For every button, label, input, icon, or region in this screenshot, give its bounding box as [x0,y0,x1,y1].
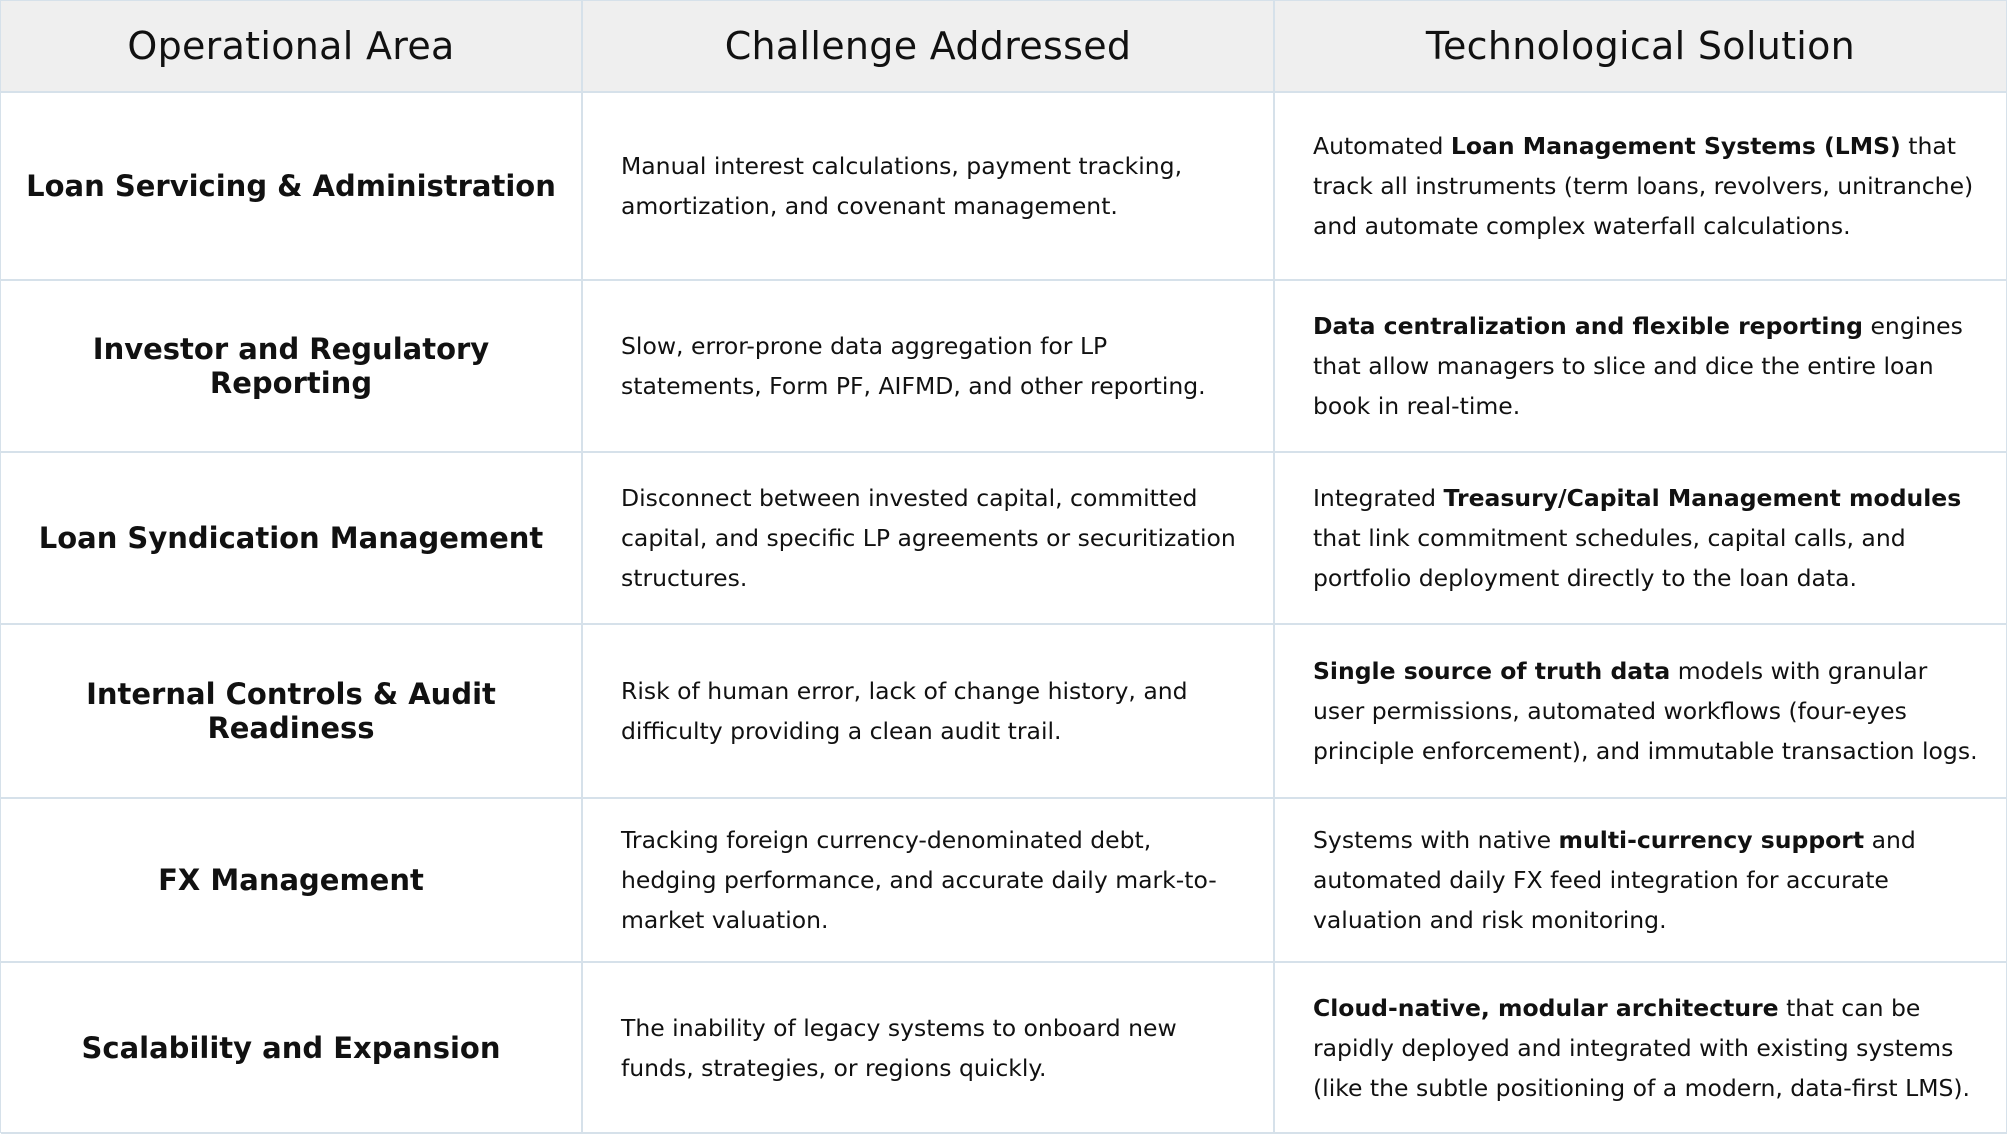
row-challenge: Manual interest calculations, payment tracking, amortization, and covenant management. [583,93,1275,281]
solution-highlight: Loan Management Systems (LMS) [1450,132,1901,160]
solution-pre: Automated [1313,132,1451,160]
row-area: Investor and Regulatory Reporting [1,281,583,453]
solution-pre: Systems with native [1313,826,1559,854]
solution-highlight: Cloud-native, modular architecture [1313,993,1779,1022]
row-area: Loan Syndication Management [1,453,583,625]
row-challenge: Disconnect between invested capital, committed capital, and specific LP agreements or securitization structures. [583,453,1275,625]
solution-post: that track all instruments (term loans, revolvers, unitranche) and automate complex waterfall calculations. [1313,132,1974,240]
row-solution [1275,93,2007,281]
row-area: Internal Controls & Audit Readiness [1,625,583,799]
solution-highlight: multi-currency support [1558,826,1865,854]
row-challenge: Risk of human error, lack of change history, and difficulty providing a clean audit trail. [583,625,1275,799]
solution-post: that link commitment schedules, capital calls, and portfolio deployment directly to the loan data. [1313,524,1906,592]
row-challenge: Tracking foreign currency-denominated debt, hedging performance, and accurate daily mark-to-market valuation. [583,799,1275,963]
solution-highlight: Treasury/Capital Management modules [1443,484,1962,512]
row-challenge: The inability of legacy systems to onboard new funds, strategies, or regions quickly. [583,963,1275,1134]
row-area: FX Management [1,799,583,963]
solution-post: and automated daily FX feed integration for accurate valuation and risk monitoring. [1313,826,1916,934]
solution-post: that can be rapidly deployed and integrated with existing systems (like the subtle positioning of a modern, data-first LMS). [1313,993,1971,1102]
header-challenge-addressed: Challenge Addressed [583,1,1275,93]
row-challenge: Slow, error-prone data aggregation for LP statements, Form PF, AIFMD, and other reporting. [583,281,1275,453]
row-solution [1275,281,2007,453]
row-solution [1275,963,2007,1134]
row-solution [1275,799,2007,963]
header-technological-solution: Technological Solution [1275,1,2007,93]
row-solution [1275,625,2007,799]
solution-post: engines that allow managers to slice and dice the entire loan book in real-time. [1313,312,1963,420]
solution-pre: Integrated [1313,484,1444,512]
solution-post: models with granular user permissions, automated workflows (four-eyes principle enforcement), and immutable transaction logs. [1313,657,1978,765]
row-area: Loan Servicing & Administration [1,93,583,281]
solution-highlight: Data centralization and flexible reporting [1313,312,1863,340]
header-operational-area: Operational Area [1,1,583,93]
solution-highlight: Single source of truth data [1313,657,1671,685]
row-area: Scalability and Expansion [1,963,583,1134]
row-solution [1275,453,2007,625]
